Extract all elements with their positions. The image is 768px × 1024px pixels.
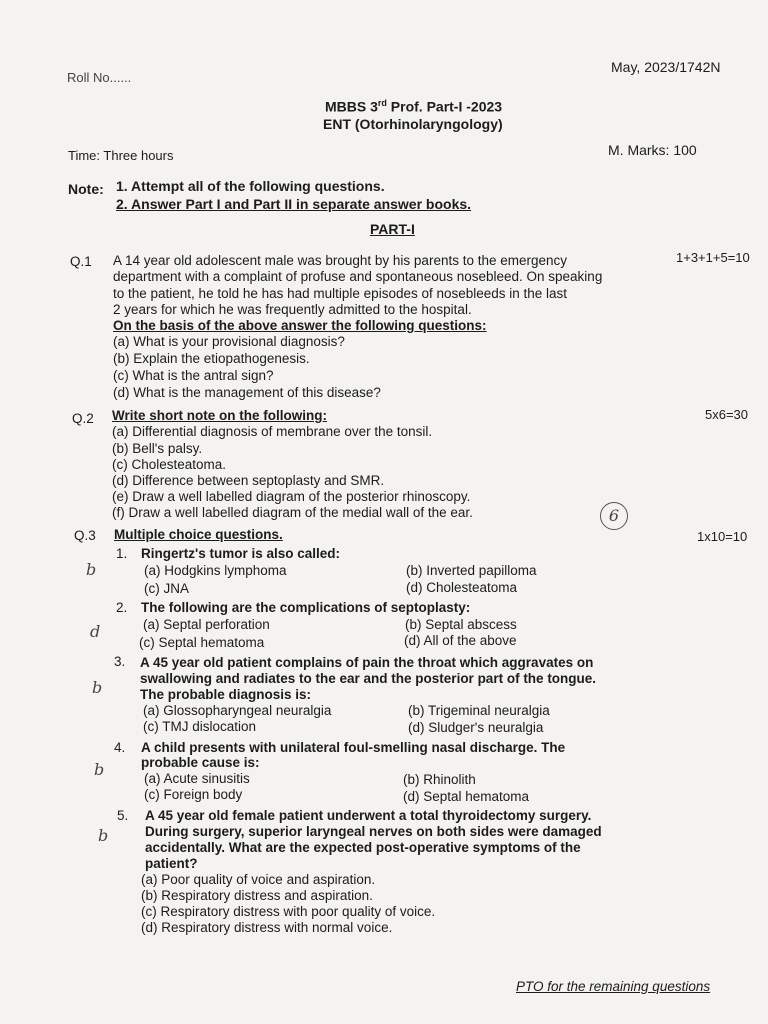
q2-marks: 5x6=30	[705, 407, 749, 422]
mcq2-stem: The following are the complications of septoplasty:	[141, 600, 471, 615]
q1-text-2: department with a complaint of profuse and spontaneous nosebleed. On speaking	[113, 269, 603, 284]
q2-instruction: Write short note on the following:	[112, 408, 327, 423]
mcq2-option-a: (a) Septal perforation	[143, 617, 270, 632]
handwritten-answer-4: b	[94, 760, 105, 779]
handwritten-answer-3: b	[92, 678, 103, 697]
q1-part-d: (d) What is the management of this disease?	[113, 385, 381, 400]
mcq4-stem-1: A child presents with unilateral foul-smelling nasal discharge. The	[141, 740, 566, 755]
mcq4-option-c: (c) Foreign body	[144, 787, 243, 802]
exam-time: Time: Three hours	[68, 148, 174, 163]
q1-text-1: A 14 year old adolescent male was brought by his parents to the emergency	[113, 253, 568, 268]
mcq1-stem: Ringertz's tumor is also called:	[141, 546, 341, 561]
q2-part-d: (d) Difference between septoplasty and SMR.	[112, 473, 385, 488]
mcq2-number: 2.	[116, 600, 128, 615]
q3-marks: 1x10=10	[697, 529, 748, 544]
mcq5-stem-1: A 45 year old female patient underwent a total thyroidectomy surgery.	[145, 808, 592, 823]
mcq5-number: 5.	[117, 808, 129, 823]
q3-number: Q.3	[74, 528, 96, 543]
mcq3-stem-1: A 45 year old patient complains of pain the throat which aggravates on	[140, 655, 594, 670]
q1-part-c: (c) What is the antral sign?	[113, 368, 274, 383]
note-item-1: 1. Attempt all of the following questions.	[116, 178, 385, 194]
pto-footer: PTO for the remaining questions	[516, 979, 711, 994]
q1-part-b: (b) Explain the etiopathogenesis.	[113, 351, 310, 366]
handwritten-circled-mark: 6	[600, 502, 628, 530]
handwritten-answer-2: d	[90, 622, 101, 641]
note-label: Note:	[68, 181, 104, 197]
mcq3-option-d: (d) Sludger's neuralgia	[408, 720, 544, 735]
mcq5-option-b: (b) Respiratory distress and aspiration.	[141, 888, 373, 903]
q1-part-a: (a) What is your provisional diagnosis?	[113, 334, 345, 349]
mcq4-option-b: (b) Rhinolith	[403, 772, 476, 787]
mcq2-option-d: (d) All of the above	[404, 633, 517, 648]
mcq4-stem-2: probable cause is:	[141, 755, 260, 770]
mcq3-number: 3.	[114, 654, 126, 669]
part-title: PART-I	[370, 221, 415, 237]
exam-title: MBBS 3rd Prof. Part-I -2023	[325, 98, 503, 115]
mcq5-stem-4: patient?	[145, 856, 198, 871]
mcq5-option-a: (a) Poor quality of voice and aspiration.	[141, 872, 376, 887]
mcq5-option-c: (c) Respiratory distress with poor quality of voice.	[141, 904, 436, 919]
mcq4-option-d: (d) Septal hematoma	[403, 789, 530, 804]
max-marks: M. Marks: 100	[608, 142, 697, 158]
mcq3-option-c: (c) TMJ dislocation	[143, 719, 257, 734]
mcq3-stem-3: The probable diagnosis is:	[140, 687, 312, 702]
mcq5-stem-2: During surgery, superior laryngeal nerves on both sides were damaged	[145, 824, 602, 839]
q2-number: Q.2	[72, 411, 94, 426]
q2-part-c: (c) Cholesteatoma.	[112, 457, 227, 472]
mcq4-option-a: (a) Acute sinusitis	[144, 771, 250, 786]
mcq1-option-b: (b) Inverted papilloma	[406, 563, 537, 578]
roll-number: Roll No......	[67, 70, 132, 85]
q2-part-f: (f) Draw a well labelled diagram of the medial wall of the ear.	[112, 505, 473, 520]
q2-part-a: (a) Differential diagnosis of membrane over the tonsil.	[112, 424, 433, 439]
q1-text-3: to the patient, he told he has had multiple episodes of nosebleeds in the last	[113, 286, 568, 301]
date-code: May, 2023/1742N	[611, 59, 721, 75]
note-item-2: 2. Answer Part I and Part II in separate answer books.	[116, 196, 472, 212]
mcq1-option-d: (d) Cholesteatoma	[406, 580, 518, 595]
q2-part-e: (e) Draw a well labelled diagram of the posterior rhinoscopy.	[112, 489, 471, 504]
q1-marks: 1+3+1+5=10	[676, 250, 750, 265]
q1-number: Q.1	[70, 254, 92, 269]
mcq5-option-d: (d) Respiratory distress with normal voice.	[141, 920, 393, 935]
mcq3-option-b: (b) Trigeminal neuralgia	[408, 703, 550, 718]
handwritten-answer-1: b	[86, 560, 97, 579]
mcq5-stem-3: accidentally. What are the expected post-operative symptoms of the	[145, 840, 581, 855]
mcq1-number: 1.	[116, 546, 128, 561]
q3-instruction: Multiple choice questions.	[114, 527, 283, 542]
q1-text-4: 2 years for which he was frequently admitted to the hospital.	[113, 302, 472, 317]
mcq3-option-a: (a) Glossopharyngeal neuralgia	[143, 703, 332, 718]
mcq4-number: 4.	[114, 740, 126, 755]
handwritten-answer-5: b	[98, 826, 109, 845]
mcq2-option-c: (c) Septal hematoma	[139, 635, 265, 650]
q1-instruction: On the basis of the above answer the following questions:	[113, 318, 487, 333]
mcq1-option-c: (c) JNA	[144, 581, 189, 596]
mcq3-stem-2: swallowing and radiates to the ear and the posterior part of the tongue.	[140, 671, 597, 686]
mcq2-option-b: (b) Septal abscess	[405, 617, 517, 632]
q2-part-b: (b) Bell's palsy.	[112, 441, 203, 456]
subject-title: ENT (Otorhinolaryngology)	[323, 116, 503, 132]
mcq1-option-a: (a) Hodgkins lymphoma	[144, 563, 287, 578]
